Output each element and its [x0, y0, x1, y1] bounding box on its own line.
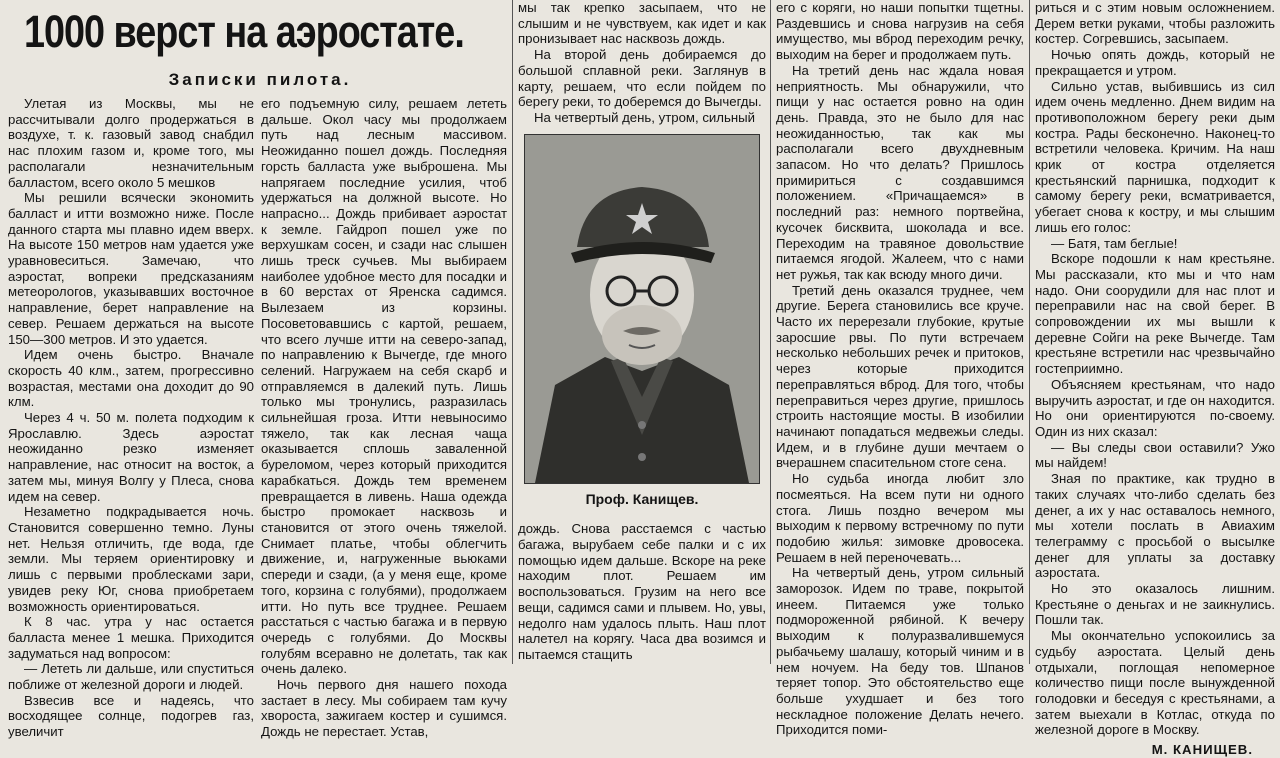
- paragraph: На четвертый день, утром, сильный: [534, 109, 755, 125]
- photo-caption: Проф. Канищев.: [585, 490, 699, 507]
- column-rule: [1029, 0, 1030, 664]
- paragraph: Сильно устав, выбившись из сил идем очень медленно. Днем видим на противоположном берегу реки дым костра. Рады бесконечно. Наконец-то встретили человека. Кричим. На наш крик от костра отделяется крестьянский парнишка, подходит к самому берегу реки, всматривается, убегает снова к костру, и мы слышим лишь его голос:: [1035, 78, 1275, 235]
- paragraph: — Вы следы свои оставили? Ужо мы найдем!: [1035, 439, 1275, 471]
- paragraph: Третий день оказался труднее, чем другие. Берега становились все круче. Часто их перерезали глубокие, крутые заросшие рвы. По пути встречаем несколько небольших речек и притоков, через которые приходится переправляться вброд. Для того, чтобы переправиться через другие, пришлось строить настоящие мосты. В изобилии начинают попадаться медвежьи следы. Идем, и в глубине души мечтаем о вчерашнем спасительном стоге сена.: [776, 282, 1024, 471]
- column-5: [1035, 0, 1275, 758]
- column-1: [8, 96, 254, 740]
- paragraph: Через 4 ч. 50 м. полета подходим к Ярославлю. Здесь аэростат неожиданно резко изменяет направление, нас относит на восток, а затем мы, минуя Волгу у Плеса, снова идем на север.: [8, 410, 254, 504]
- paragraph: К 8 час. утра у нас остается балласта менее 1 мешка. Приходится задуматься над вопросом:: [8, 614, 254, 661]
- paragraph: Улетая из Москвы, мы не рассчитывали долго продержаться в воздухе, т. к. газовый завод снабдил нас плохим газом и, кроме того, мы располагали незначительным балластом, всего около 5 мешков: [8, 96, 254, 190]
- paragraph: На второй день добираемся до большой сплавной реки. Заглянув в карту, решаем, что если пойдем по берегу реки, то доберемся до Вычегды.: [518, 47, 766, 110]
- column-rule: [512, 0, 513, 664]
- subheadline-wrap: [10, 62, 510, 96]
- paragraph: Идем очень быстро. Вначале скорость 40 клм., затем, прогрессивно возрастая, местами она доходит до 90 клм.: [8, 347, 254, 410]
- portrait-photo: [524, 134, 760, 484]
- paragraph: риться и с этим новым осложнением. Дерем ветки руками, чтобы разложить костер. Согревшись, засыпаем.: [1035, 0, 1275, 47]
- paragraph: дождь. Снова расстаемся с частью багажа, вырубаем себе палки и с их помощью идем дальше. Вскоре на реке находим плот. Решаем им воспользоваться. Грузим на него все вещи, садимся сами и плывем. Но, увы, недолго нам удалось плыть. Наш плот налетел на корягу. Часа два возимся и пытаемся стащить: [518, 521, 766, 662]
- paragraph: мы так крепко засыпаем, что не слышим и не чувствуем, как идет и как пронизывает нас насквозь дождь.: [518, 0, 766, 47]
- paragraph: Объясняем крестьянам, что надо выручить аэростат, и где он находится. Но они ориентируются по-своему. Один из них сказал:: [1035, 376, 1275, 439]
- headline: 1000 верст на аэростате.: [24, 6, 464, 57]
- paragraph: Вскоре подошли к нам крестьяне. Мы рассказали, кто мы и что нам надо. Они соорудили для нас плот и переправили нас на свой берег. В сопровождении их мы вышли к деревне Сойги на реке Вычегде. Там крестьяне встретили нас чрезвычайно гостеприимно.: [1035, 251, 1275, 377]
- column-2: [261, 96, 507, 740]
- column-4: [776, 0, 1024, 738]
- paragraph: Мы решили всячески экономить балласт и итти возможно ниже. После данного старта мы плавно идем вверх. На высоте 150 метров нам удается уже уравновеситься. Замечаю, что аэростат, вопреки предсказаниям метеорологов, указывавших восточное направление, берет направление на север. Решаем держаться на высоте 150—300 метров. И это удается.: [8, 190, 254, 347]
- paragraph: Ночью опять дождь, который не прекращается и утром.: [1035, 47, 1275, 78]
- author-signature: М. КАНИЩЕВ.: [1151, 742, 1253, 758]
- paragraph: его подъемную силу, решаем лететь дальше. Окол часу мы продолжаем путь над лесным массивом. Неожиданно пошел дождь. Последняя горсть балласта уже выброшена. Мы напрягаем последние усилия, чтоб удержаться на должной высоте. Но напрасно... Дождь прибивает аэростат к земле. Гайдроп пошел уже по верхушкам сосен, и сзади нас слышен лишь треск сучьев. Мы выбираем наиболее удобное место для посадки и в 60 верстах от Яренска садимся. Вылезаем из корзины. Посоветовавшись с картой, решаем, что всего лучше итти на северо-запад, по направлению к Вычегде, где много селений. Нагружаем на себя скарб и отправляемся в далекий путь. Лишь только мы тронулись, разразилась сильнейшая гроза. Итти невыносимо тяжело, так как лесная чаща оказывается сплошь заваленной буреломом, через который приходится карабкаться. Дождь тем временем превращается в ливень. Наша одежда быстро промокает насквозь и становится от этого очень тяжелой. Снимает платье, чтобы облегчить движение, и, нагруженные вьюками спереди и сзади, (а у меня еще, кроме того, корзина с голубями), продолжаем итти. Но путь все труднее. Решаем расстаться с частью багажа и в первую очередь с голубями. До Москвы голубям всеравно не долетать, так как очень далеко.: [261, 96, 507, 677]
- paragraph: Но судьба иногда любит зло посмеяться. На всем пути ни одного стога. Лишь поздно вечером мы выходим к первому встречному по пути подобию жилья: зимовке дровосека. Решаем в ней переночевать...: [776, 471, 1024, 565]
- paragraph: — Батя, там беглые!: [1051, 235, 1178, 251]
- paragraph: Незаметно подкрадывается ночь. Становится совершенно темно. Луны нет. Нельзя отличить, где вода, где земли. Мы теряем ориентировку и лишь с первыми проблесками зари, увидев реку Юг, снова приобретаем возможность ориентироваться.: [8, 504, 254, 614]
- column-3: [518, 0, 766, 664]
- paragraph: Ночь первого дня нашего похода застает в лесу. Мы собираем там кучу хвороста, зажигаем костер и сушимся. Дождь не перестает. Устав,: [261, 677, 507, 740]
- paragraph: его с коряги, но наши попытки тщетны. Раздевшись и снова нагрузив на себя имущество, мы вброд переходим речку, выходим на берег и продолжаем путь.: [776, 0, 1024, 63]
- paragraph: Взвесив все и надеясь, что восходящее солнце, подогрев газ, увеличит: [8, 692, 254, 740]
- paragraph: Зная по практике, как трудно в таких случаях что-либо сделать без денег, а их у нас оставалось немного, мы хотели послать в Авиахим телеграмму с просьбой о высылке денег для уплаты за доставку аэростата.: [1035, 471, 1275, 581]
- paragraph: На третий день нас ждала новая неприятность. Мы обнаружили, что пищи у нас остается ровно на один день. Правда, это не было для нас неожиданностью, так как мы располагали всего двухдневным запасом. Но что делать? Пришлось примириться с создавшимся положением. «Причащаемся» в последний раз: немного портвейна, кусочек бисквита, шоколада и все. Переходим на травяное довольствие питаемся ягодой. Жалеем, что с нами нет ружья, так как всюду много дичи.: [776, 62, 1024, 282]
- paragraph: Мы окончательно успокоились за судьбу аэростата. Целый день отдыхали, поглощая непомерное количество пищи после вынужденной голодовки и беседуя с крестьянами, а затем выехали в Котлас, откуда по железной дороге в Москву.: [1035, 628, 1275, 738]
- portrait-image: [525, 135, 759, 483]
- paragraph: На четвертый день, утром сильный заморозок. Идем по траве, покрытой инеем. Питаемся уже только подмороженной рябиной. К вечеру выходим к полуразвалившемуся рыбачьему шалашу, который чиним и в нем ночуем. На беду тов. Шпанов теряет топор. Это обстоятельство еще больше ухудшает и без того нескладное положение Делать нечего. Приходится поми-: [776, 565, 1024, 738]
- subheadline: Записки пилота.: [168, 70, 352, 89]
- header-block: [24, 0, 504, 58]
- paragraph: — Лететь ли дальше, или спуститься поближе от железной дороги и людей.: [8, 661, 254, 693]
- paragraph: Но это оказалось лишним. Крестьяне о деньгах и не заикнулись. Пошли так.: [1035, 581, 1275, 628]
- column-rule: [770, 0, 771, 664]
